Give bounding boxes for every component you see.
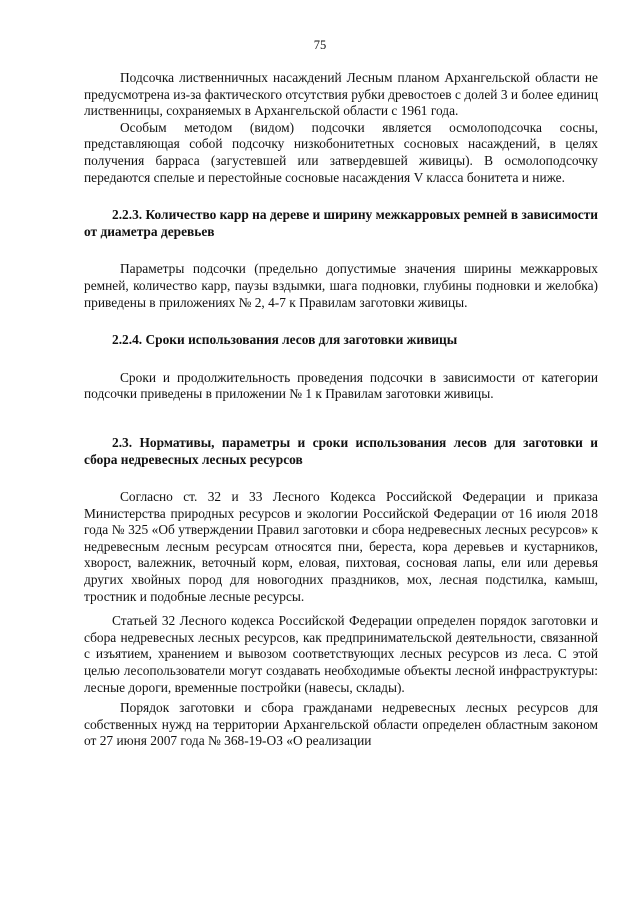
paragraph-tapping-terms: Сроки и продолжительность проведения подсочки в зависимости от категории подсочки приведены в приложении № 1 к Правилам заготовки живицы.: [84, 369, 598, 402]
paragraph-citizens-collection: Порядок заготовки и сбора гражданами недревесных лесных ресурсов для собственных нужд на территории Архангельской области определен областным законом от 27 июня 2007 года № 368-19-ОЗ «О реализации: [84, 700, 598, 749]
page-number: 75: [313, 38, 327, 52]
paragraph-non-timber-resources: Согласно ст. 32 и 33 Лесного Кодекса Российской Федерации и приказа Министерства природных ресурсов и экологии Российской Федерации от 16 июля 2018 года № 325 «Об утверждении Правил заготовки и сбора недревесных лесных ресурсов» к недревесным лесным ресурсам относятся пни, береста, кора деревьев и кустарников, хворост, валежник, веточный корм, еловая, пихтовая, сосновая лапы, ели или деревья других хвойных пород для новогодних праздников, мох, лесная подстилка, камыш, тростник и подобные лесные ресурсы.: [84, 489, 598, 604]
heading-2-3: 2.3. Нормативы, параметры и сроки использования лесов для заготовки и сбора недревесных лесных ресурсов: [84, 434, 598, 467]
heading-2-2-4: 2.2.4. Сроки использования лесов для заготовки живицы: [112, 332, 458, 348]
heading-2-2-3: 2.2.3. Количество карр на дереве и ширину межкарровых ремней в зависимости от диаметра деревьев: [84, 207, 598, 239]
document-body: [84, 70, 598, 750]
paragraph-article-32: Статьей 32 Лесного кодекса Российской Федерации определен порядок заготовки и сбора недревесных лесных ресурсов, как предпринимательской деятельности, связанной с изъятием, хранением и вывозом соответствующих лесных ресурсов из леса. С этой целью лесопользователи могут создавать необходимые объекты лесной инфраструктуры: лесные дороги, временные постройки (навесы, склады).: [84, 613, 598, 695]
paragraph-tapping-parameters: Параметры подсочки (предельно допустимые значения ширины межкарровых ремней, количество карр, паузы вздымки, шага подновки, глубины подновки и желобка) приведены в приложениях № 2, 4-7 к Правилам заготовки живицы.: [84, 261, 598, 310]
paragraph-resin-tapping-method: Особым методом (видом) подсочки является осмолоподсочка сосны, представляющая собой подсочку низкобонитетных сосновых насаждений, в целях получения барраса (загустевшей или затвердевшей живицы). В осмолоподсочку передаются спелые и перестойные сосновые насаждения V класса бонитета и ниже.: [84, 119, 598, 185]
paragraph-larch-tapping: Подсочка лиственничных насаждений Лесным планом Архангельской области не предусмотрена из-за фактического отсутствия рубки древостоев с долей 3 и более единиц лиственницы, сохраняемых в Архангельской области с 1961 года.: [84, 70, 598, 119]
